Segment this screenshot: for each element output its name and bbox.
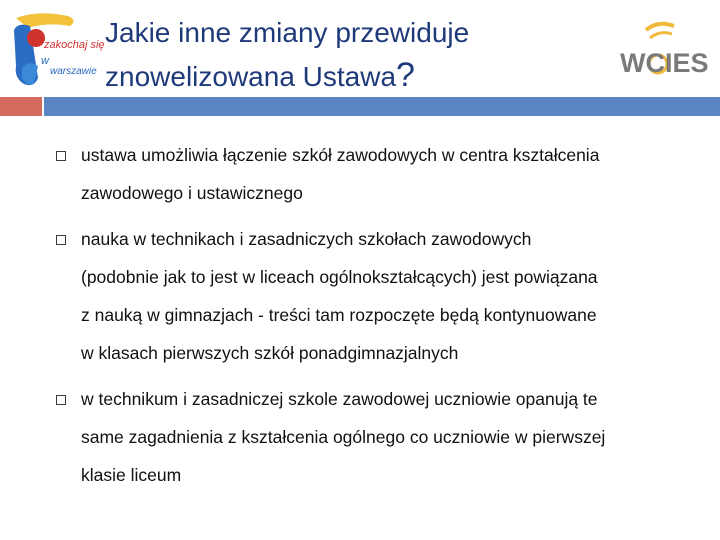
square-bullet-icon bbox=[56, 395, 66, 405]
bullet-1-line-1: ustawa umożliwia łączenie szkół zawodowych w centra kształcenia bbox=[81, 145, 600, 165]
slide-title-line-2-text: znowelizowana Ustawa bbox=[105, 61, 397, 92]
header-band-right bbox=[44, 97, 720, 116]
bullet-2-line-1: nauka w technikach i zasadniczych szkołach zawodowych bbox=[81, 229, 532, 249]
warsaw-logo-graphic bbox=[8, 8, 105, 92]
slide-title bbox=[105, 12, 605, 98]
bullet-3-line-1: w technikum i zasadniczej szkole zawodowej uczniowie opanują te bbox=[81, 389, 598, 409]
bullet-3-line-3: klasie liceum bbox=[81, 465, 182, 485]
bullet-item-1 bbox=[81, 136, 691, 212]
header-band-left bbox=[0, 97, 42, 116]
slide-title-question-mark: ? bbox=[396, 56, 415, 94]
bullet-2-line-3: z nauką w gimnazjach - treści tam rozpoczęte będą kontynuowane bbox=[81, 305, 597, 325]
bullet-item-3 bbox=[81, 380, 691, 494]
bullet-1-line-2: zawodowego i ustawicznego bbox=[81, 183, 303, 203]
bullet-2-line-4: w klasach pierwszych szkół ponadgimnazjalnych bbox=[81, 343, 459, 363]
wcies-logo-text: WCIES bbox=[620, 48, 709, 78]
logo-text-zakochaj: zakochaj się bbox=[44, 39, 105, 51]
bullet-3-line-2: same zagadnienia z kształcenia ogólnego co uczniowie w pierwszej bbox=[81, 427, 606, 447]
slide-title-line-2 bbox=[105, 54, 605, 98]
wcies-logo bbox=[612, 16, 712, 86]
zakochaj-sie-w-warszawie-logo bbox=[8, 8, 105, 92]
square-bullet-icon bbox=[56, 151, 66, 161]
wcies-logo-graphic bbox=[612, 16, 712, 86]
square-bullet-icon bbox=[56, 235, 66, 245]
logo-text-warszawie: warszawie bbox=[50, 66, 97, 77]
logo-text-w: w bbox=[41, 55, 49, 67]
bullet-item-2 bbox=[81, 220, 691, 372]
bullet-2-line-2: (podobnie jak to jest w liceach ogólnokształcących) jest powiązana bbox=[81, 267, 598, 287]
slide-title-line-1: Jakie inne zmiany przewiduje bbox=[105, 17, 470, 48]
